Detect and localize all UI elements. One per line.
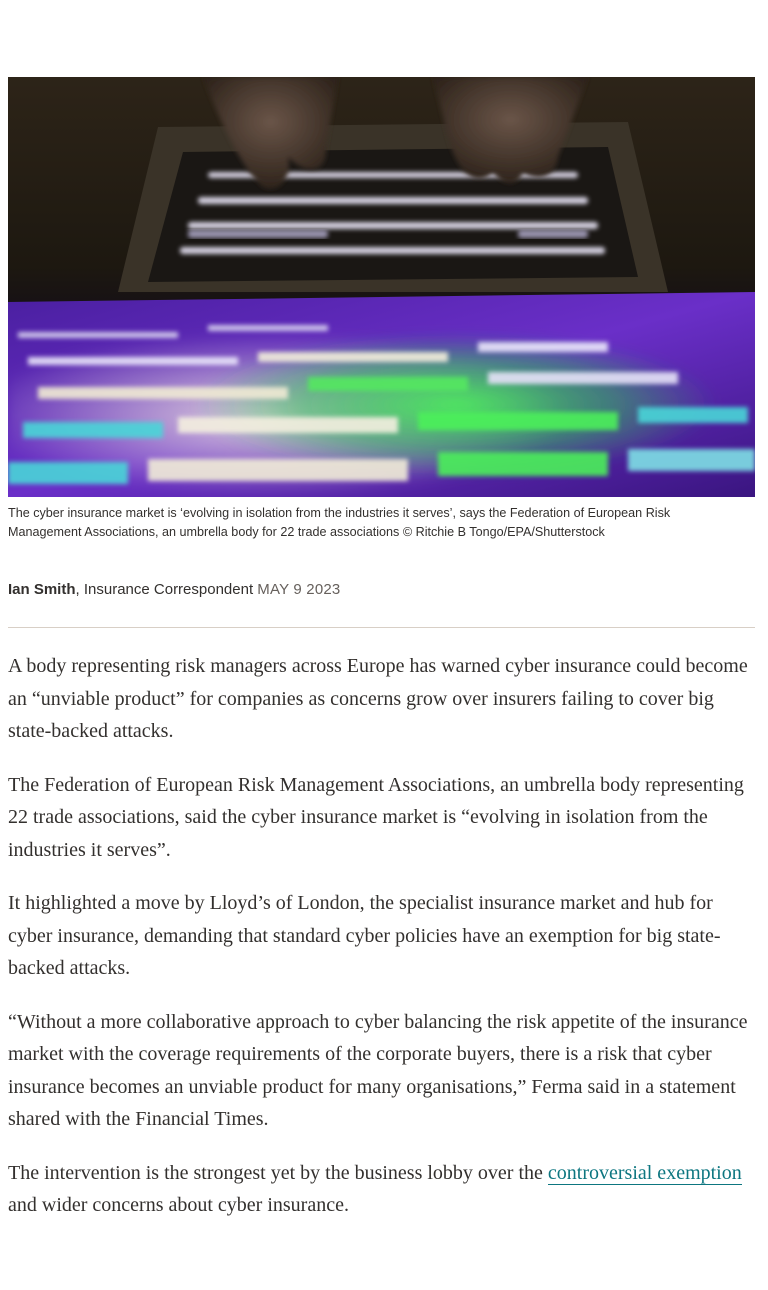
article-body bbox=[8, 650, 760, 1243]
paragraph: “Without a more collaborative approach to cyber balancing the risk appetite of the insurance market with the coverage requirements of the corporate buyers, there is a risk that cyber insurance becomes an unviable product for many organisations,” Ferma said in a statement shared with the Financial Times. bbox=[8, 1010, 748, 1130]
paragraph-text: and wider concerns about cyber insurance. bbox=[8, 1194, 349, 1216]
paragraph: It highlighted a move by Lloyd’s of London, the specialist insurance market and hub for cyber insurance, demanding that standard cyber policies have an exemption for big state-backed attacks. bbox=[8, 892, 721, 979]
hero-image bbox=[8, 77, 755, 497]
byline bbox=[8, 579, 748, 601]
publish-date: MAY 9 2023 bbox=[257, 581, 341, 598]
author-name[interactable]: Ian Smith bbox=[8, 581, 76, 598]
image-caption: The cyber insurance market is ‘evolving in isolation from the industries it serves’, says the Federation of European Risk Management Associations, an umbrella body for 22 trade associations © Ritchie B Tongo/EPA/Shutterstock bbox=[8, 506, 671, 539]
divider bbox=[8, 627, 755, 628]
author-role: , Insurance Correspondent bbox=[75, 581, 254, 598]
paragraph: A body representing risk managers across Europe has warned cyber insurance could become an “unviable product” for companies as concerns grow over insurers failing to cover big state-backed attacks. bbox=[8, 655, 748, 742]
paragraph bbox=[8, 1157, 760, 1222]
paragraph: The Federation of European Risk Management Associations, an umbrella body representing 22 trade associations, said the cyber insurance market is “evolving in isolation from the industries it serves”. bbox=[8, 773, 744, 861]
controversial-exemption-link[interactable]: controversial exemption bbox=[547, 1161, 742, 1184]
paragraph-text: The intervention is the strongest yet by the business lobby over the bbox=[8, 1161, 548, 1184]
laptop-code-photo-icon bbox=[8, 77, 755, 497]
